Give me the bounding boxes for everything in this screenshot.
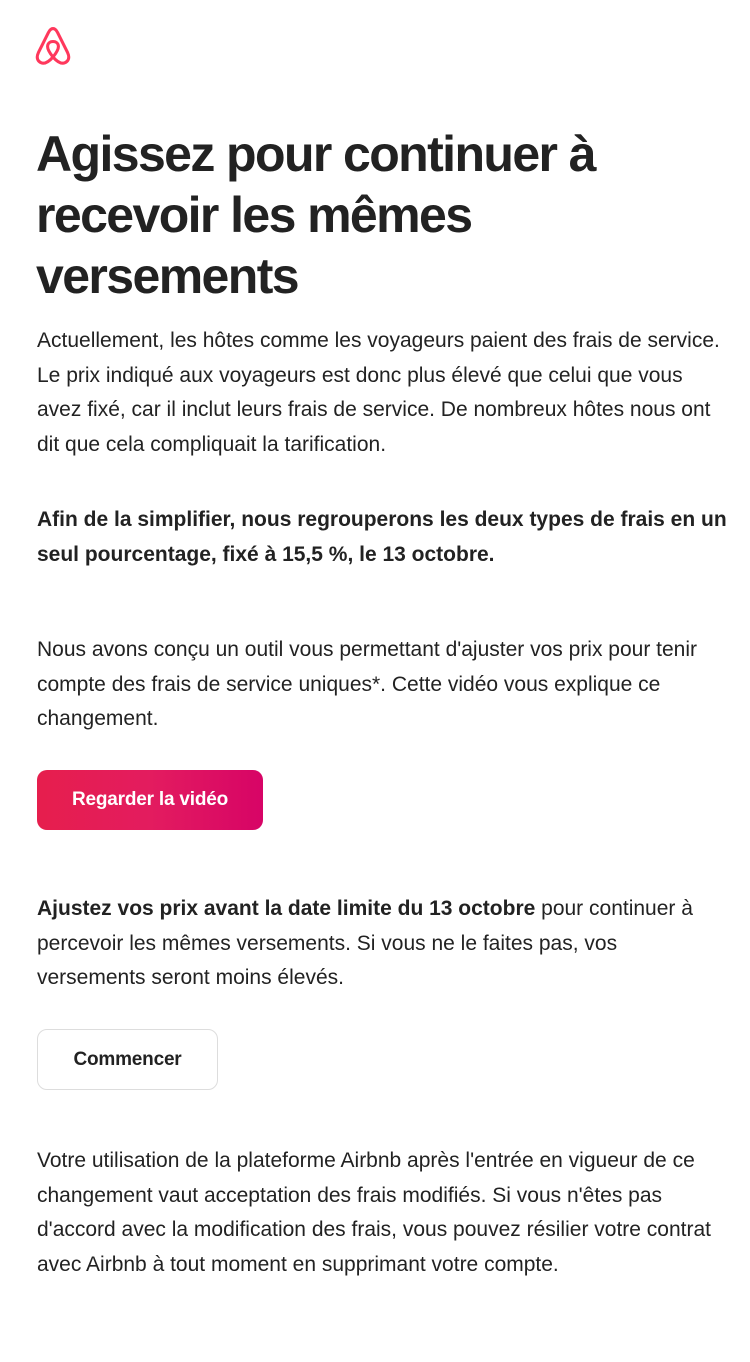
deadline-paragraph [37, 892, 727, 996]
page-title: Agissez pour continuer à recevoir les mêmes versements [36, 126, 595, 304]
deadline-rest: pour continuer à percevoir les mêmes versements. Si vous ne le faites pas, vos versements seront moins élevés. [37, 897, 693, 989]
tool-paragraph: Nous avons conçu un outil vous permettant d'ajuster vos prix pour tenir compte des frais de service uniques*. Cette vidéo vous explique ce changement. [37, 638, 698, 730]
legal-paragraph: Votre utilisation de la plateforme Airbnb après l'entrée en vigueur de ce changement vaut acceptation des frais modifiés. Si vous n'êtes pas d'accord avec la modification des frais, vous pouvez résilier votre contrat avec Airbnb à tout moment en supprimant votre compte. [37, 1149, 711, 1276]
start-button[interactable]: Commencer [37, 1029, 218, 1090]
intro-paragraph: Actuellement, les hôtes comme les voyageurs paient des frais de service. Le prix indiqué aux voyageurs est donc plus élevé que celui que vous avez fixé, car il inclut leurs frais de service. De nombreux hôtes nous ont dit que cela compliquait la tarification. [37, 329, 720, 456]
watch-video-button[interactable]: Regarder la vidéo [37, 770, 263, 830]
announcement-paragraph: Afin de la simplifier, nous regrouperons les deux types de frais en un seul pourcentage, fixé à 15,5 %, le 13 octobre. [37, 508, 727, 566]
deadline-emphasis: Ajustez vos prix avant la date limite du 13 octobre [37, 897, 536, 920]
airbnb-belo-icon[interactable] [34, 26, 72, 66]
